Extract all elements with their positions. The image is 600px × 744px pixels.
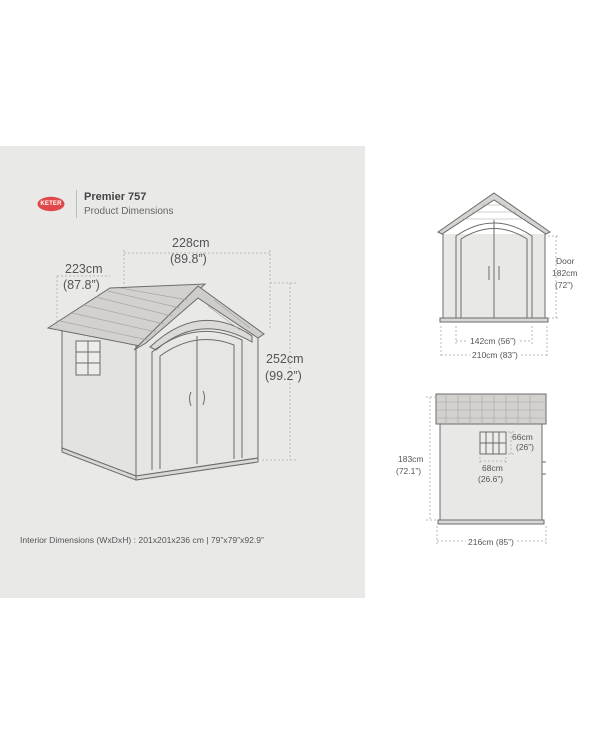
width-cm-label: 228cm (172, 236, 210, 250)
window-width-cm: 68cm (482, 463, 503, 473)
side-view-shed (436, 394, 546, 524)
height-cm-label: 252cm (266, 352, 304, 366)
logo-text: KETER (40, 201, 62, 207)
height-in-label: (99.2”) (265, 369, 302, 383)
front-total-width-label: 210cm (83”) (472, 350, 518, 360)
width-in-label: (89.8”) (170, 252, 207, 266)
product-subtitle: Product Dimensions (84, 206, 174, 217)
door-height-in: (72”) (555, 280, 573, 290)
interior-dimensions: Interior Dimensions (WxDxH) : 201x201x236 cm | 79”x79”x92.9” (20, 535, 264, 545)
front-view-shed (438, 193, 550, 322)
door-height-cm: 182cm (552, 268, 578, 278)
window-height-cm: 66cm (512, 432, 533, 442)
side-height-in: (72.1”) (396, 466, 422, 476)
door-label: Door (556, 256, 575, 266)
side-window (76, 341, 100, 375)
window-height-in: (26”) (516, 442, 534, 452)
side-total-width-label: 216cm (85”) (468, 537, 514, 547)
window-width-in: (26.6”) (478, 474, 504, 484)
depth-cm-label: 223cm (65, 262, 103, 276)
product-title: Premier 757 (84, 191, 147, 203)
side-height-cm: 183cm (398, 454, 424, 464)
door-width-label: 142cm (56”) (470, 336, 516, 346)
depth-in-label: (87.8”) (63, 278, 100, 292)
